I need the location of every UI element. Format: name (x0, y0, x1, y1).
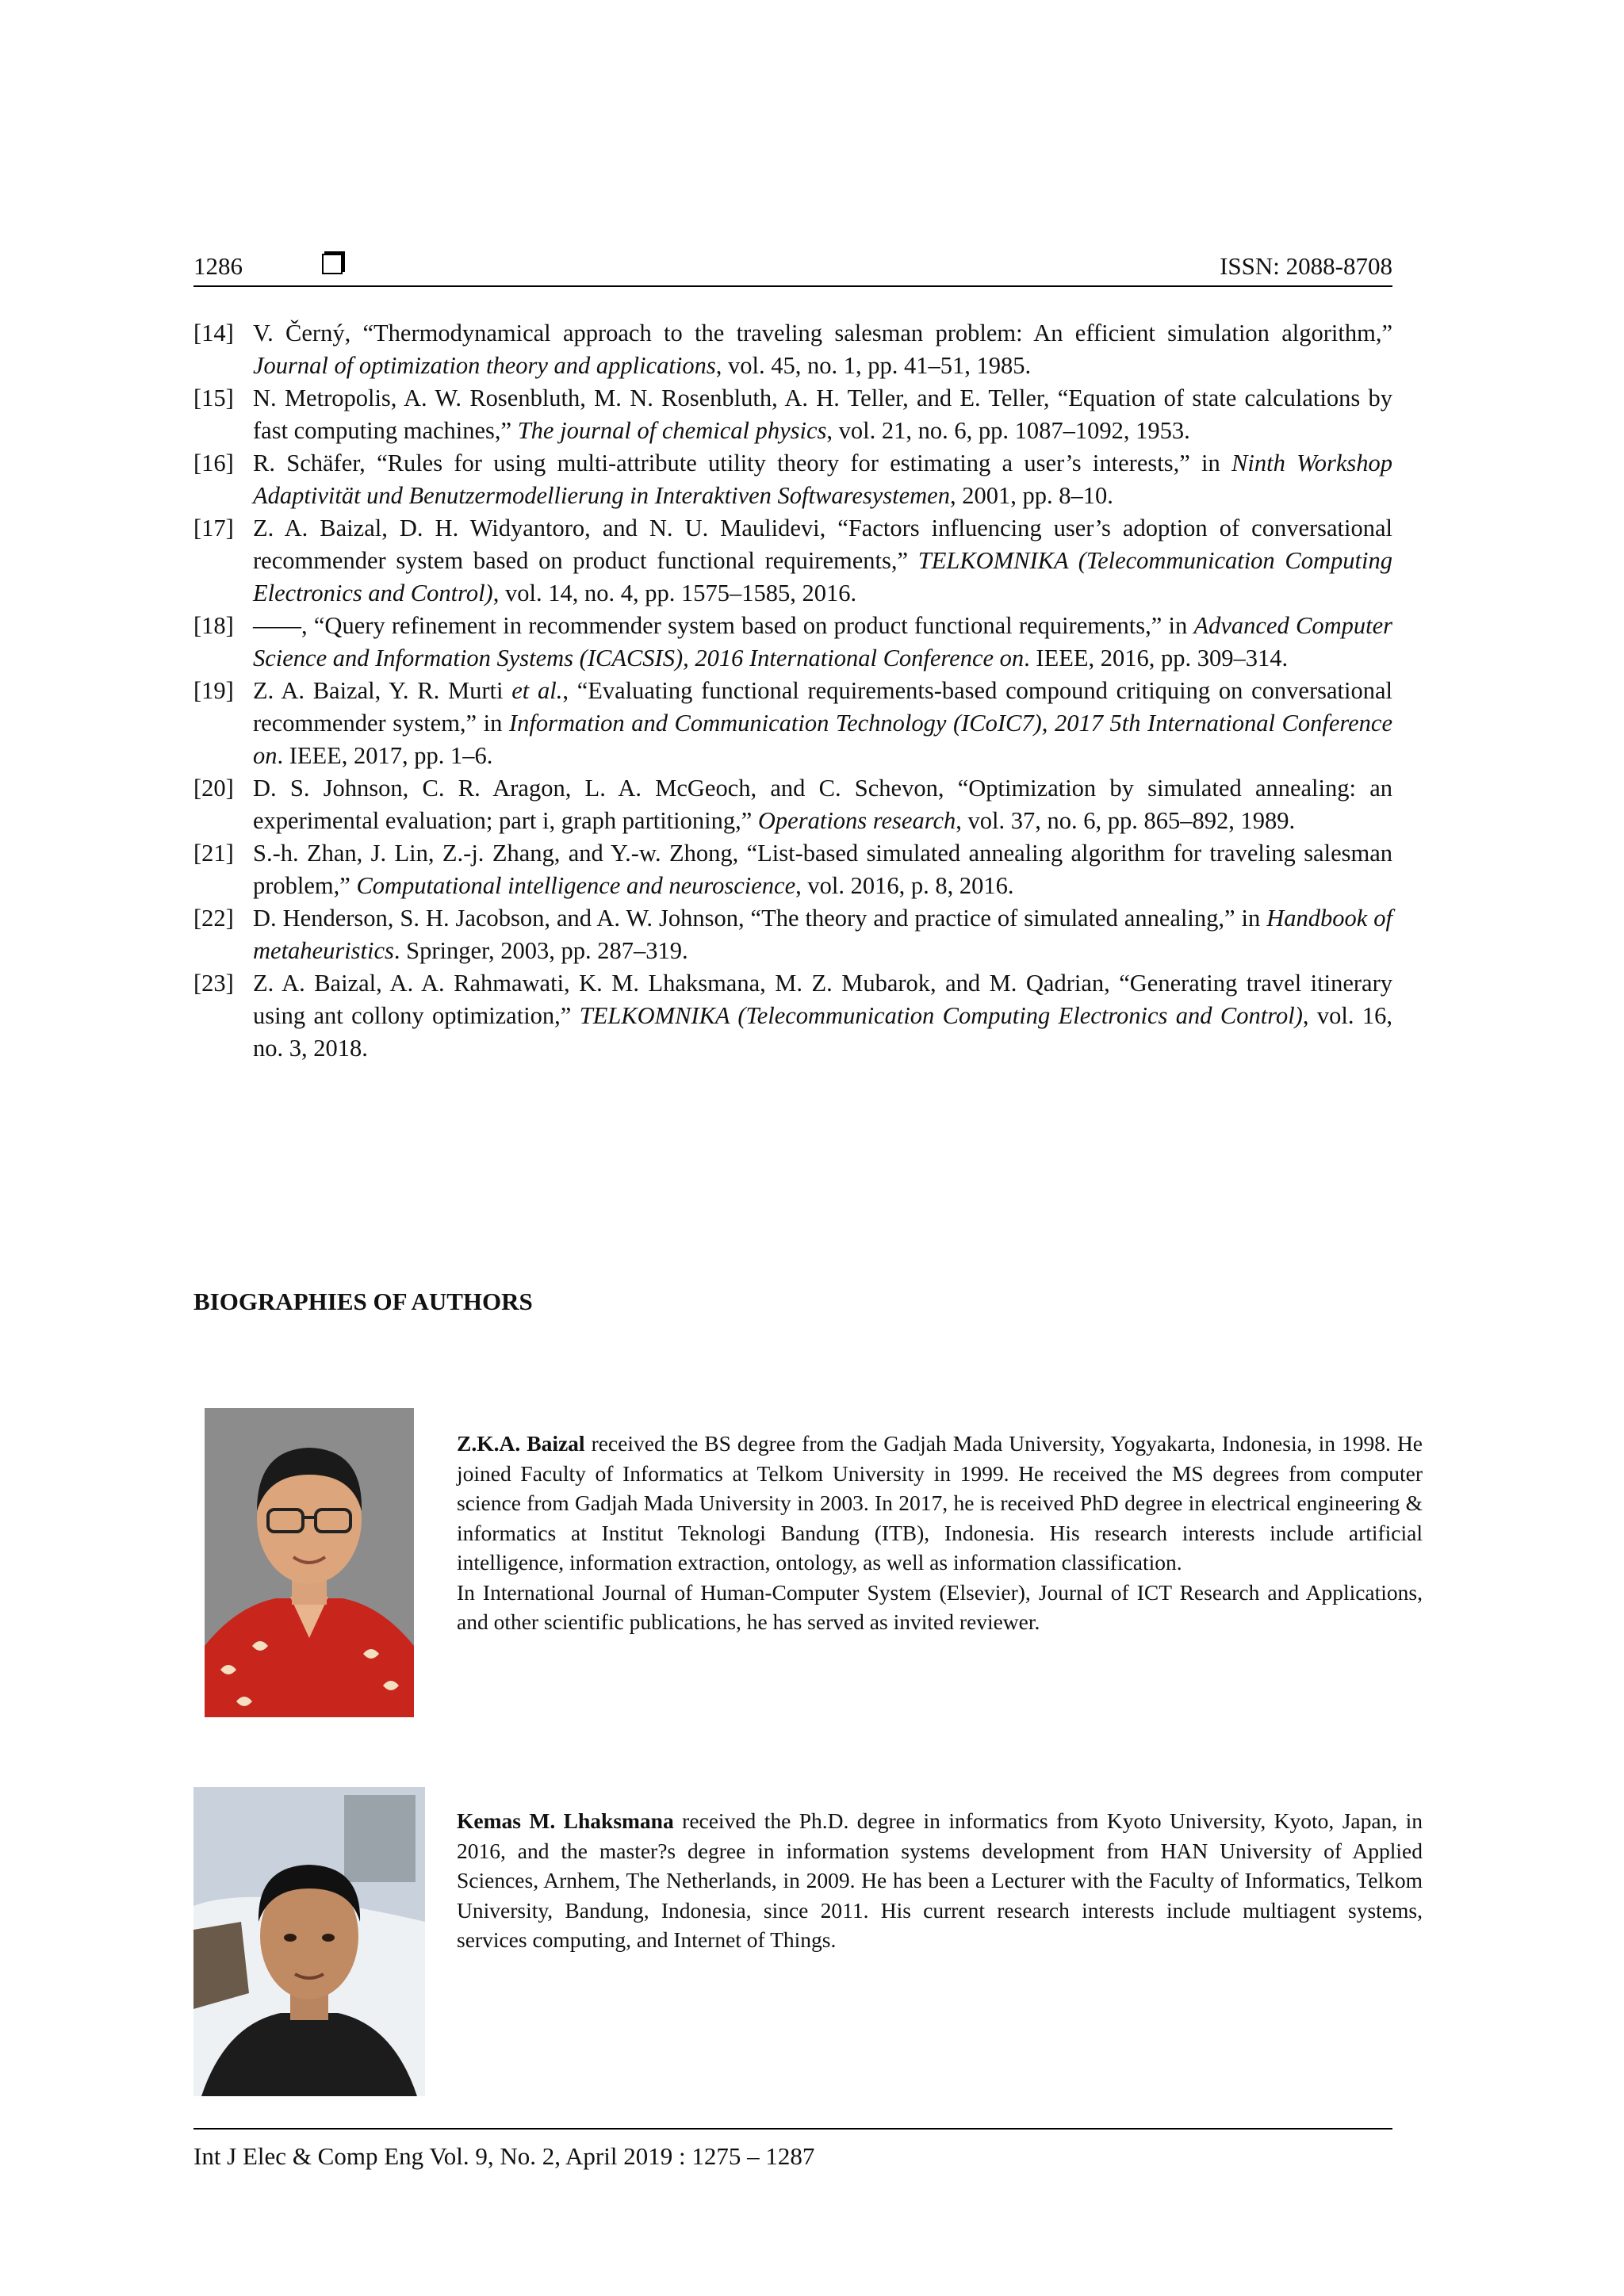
running-footer: Int J Elec & Comp Eng Vol. 9, No. 2, April 2019 : 1275 – 1287 (193, 2142, 815, 2170)
reference-text: R. Schäfer, “Rules for using multi-attribute utility theory for estimating a user’s interests,” in (253, 450, 1232, 476)
author-photo-lhaksmana (193, 1787, 425, 2096)
bio-body: received the BS degree from the Gadjah Mada University, Yogyakarta, Indonesia, in 1998. He joined Faculty of Informatics at Telkom University in 1999. He received the MS degrees from computer science from Gadjah Mada University in 2003. In 2017, he is received PhD degree in electrical engineering & informatics at Institut Teknologi Bandung (ITB), Indonesia. His research interests include artificial intelligence, information extraction, ontology, as well as information classification. (457, 1431, 1423, 1575)
reference-item (193, 317, 1392, 382)
reference-text: , vol. 37, no. 6, pp. 865–892, 1989. (956, 807, 1296, 834)
reference-number: [18] (193, 612, 234, 639)
reference-venue: Ninth Workshop Adaptivität und Benutzermodellierung in Interaktiven Softwaresystemen (253, 450, 1392, 509)
reference-text: Z. A. Baizal, D. H. Widyantoro, and N. U. Maulidevi, “Factors influencing user’s adoption of conversational recommender system based on product functional requirements,” (253, 515, 1392, 574)
reference-text: . IEEE, 2016, pp. 309–314. (1024, 645, 1289, 672)
reference-number: [17] (193, 515, 234, 541)
reference-venue: Journal of optimization theory and applications (253, 352, 716, 379)
reference-text: , vol. 16, no. 3, 2018. (253, 1002, 1392, 1062)
reference-text: , 2001, pp. 8–10. (949, 482, 1113, 509)
reference-number: [16] (193, 450, 234, 476)
biographies-heading: BIOGRAPHIES OF AUTHORS (193, 1288, 533, 1315)
reference-item (193, 967, 1392, 1065)
reference-text: , vol. 14, no. 4, pp. 1575–1585, 2016. (492, 580, 857, 607)
reference-venue: The journal of chemical physics (517, 417, 827, 444)
reference-text: ——, “Query refinement in recommender system based on product functional requirements,” in (253, 612, 1194, 639)
author-photo-baizal (205, 1408, 414, 1717)
reference-venue: Advanced Computer Science and Information Systems (ICACSIS), 2016 International Conference on (253, 612, 1392, 672)
reference-text: , vol. 45, no. 1, pp. 41–51, 1985. (715, 352, 1032, 379)
reference-text: V. Černý, “Thermodynamical approach to the traveling salesman problem: An efficient simulation algorithm,” (253, 320, 1392, 346)
reference-number: [21] (193, 840, 234, 867)
bio-body-extra: In International Journal of Human-Computer System (Elsevier), Journal of ICT Research and Applications, and other scientific publications, he has served as invited reviewer. (457, 1579, 1423, 1634)
reference-venue: Operations research (757, 807, 956, 834)
reference-text: D. S. Johnson, C. R. Aragon, L. A. McGeoch, and C. Schevon, “Optimization by simulated annealing: an experimental evaluation; part i, graph partitioning,” (253, 775, 1392, 834)
author-name: Z.K.A. Baizal (457, 1431, 585, 1456)
reference-text: Z. A. Baizal, Y. R. Murti (253, 677, 512, 704)
box-icon (322, 254, 343, 274)
footer-rule (193, 2128, 1392, 2130)
reference-text: Z. A. Baizal, A. A. Rahmawati, K. M. Lhaksmana, M. Z. Mubarok, and M. Qadrian, “Generating travel itinerary using ant collony optimization,” (253, 970, 1392, 1029)
author-name: Kemas M. Lhaksmana (457, 1808, 674, 1833)
reference-item (193, 512, 1392, 610)
running-header (193, 252, 1392, 287)
reference-item (193, 772, 1392, 837)
reference-item (193, 610, 1392, 675)
reference-item (193, 382, 1392, 447)
reference-text: N. Metropolis, A. W. Rosenbluth, M. N. Rosenbluth, A. H. Teller, and E. Teller, “Equation of state calculations by fast computing machines,” (253, 385, 1392, 444)
reference-item (193, 447, 1392, 512)
reference-number: [23] (193, 970, 234, 997)
bio-body: received the Ph.D. degree in informatics from Kyoto University, Kyoto, Japan, in 2016, and the master?s degree in information systems development from HAN University of Applied Sciences, Arnhem, The Netherlands, in 2009. He has been a Lecturer with the Faculty of Informatics, Telkom University, Bandung, Indonesia, since 2011. His current research interests include multiagent systems, services computing, and Internet of Things. (457, 1808, 1423, 1952)
reference-text: S.-h. Zhan, J. Lin, Z.-j. Zhang, and Y.-w. Zhong, “List-based simulated annealing algorithm for traveling salesman problem,” (253, 840, 1392, 899)
bio-lhaksmana (457, 1806, 1423, 1955)
reference-item (193, 837, 1392, 902)
reference-text: , vol. 2016, p. 8, 2016. (795, 872, 1014, 899)
reference-venue: TELKOMNIKA (Telecommunication Computing Electronics and Control) (253, 547, 1392, 607)
page-number: 1286 (193, 252, 243, 280)
reference-item (193, 675, 1392, 772)
bio-baizal (457, 1429, 1423, 1637)
issn-label: ISSN: 2088-8708 (1220, 252, 1392, 280)
reference-number: [22] (193, 905, 234, 932)
reference-venue: Information and Communication Technology (ICoIC7), 2017 5th International Conference on (253, 710, 1392, 769)
reference-venue: TELKOMNIKA (Telecommunication Computing Electronics and Control) (579, 1002, 1303, 1029)
reference-text: , “Evaluating functional requirements-based compound critiquing on conversational recommender system,” in (253, 677, 1392, 737)
reference-text: . Springer, 2003, pp. 287–319. (393, 937, 688, 964)
reference-text: . IEEE, 2017, pp. 1–6. (277, 742, 493, 769)
reference-number: [19] (193, 677, 234, 704)
reference-item (193, 902, 1392, 967)
reference-venue: et al. (511, 677, 563, 704)
reference-text: D. Henderson, S. H. Jacobson, and A. W. Johnson, “The theory and practice of simulated annealing,” in (253, 905, 1267, 932)
reference-venue: Computational intelligence and neuroscience (356, 872, 796, 899)
reference-text: , vol. 21, no. 6, pp. 1087–1092, 1953. (826, 417, 1190, 444)
reference-number: [20] (193, 775, 234, 802)
reference-number: [15] (193, 385, 234, 411)
references-list (193, 317, 1392, 1065)
reference-number: [14] (193, 320, 234, 346)
reference-venue: Handbook of metaheuristics (253, 905, 1392, 964)
